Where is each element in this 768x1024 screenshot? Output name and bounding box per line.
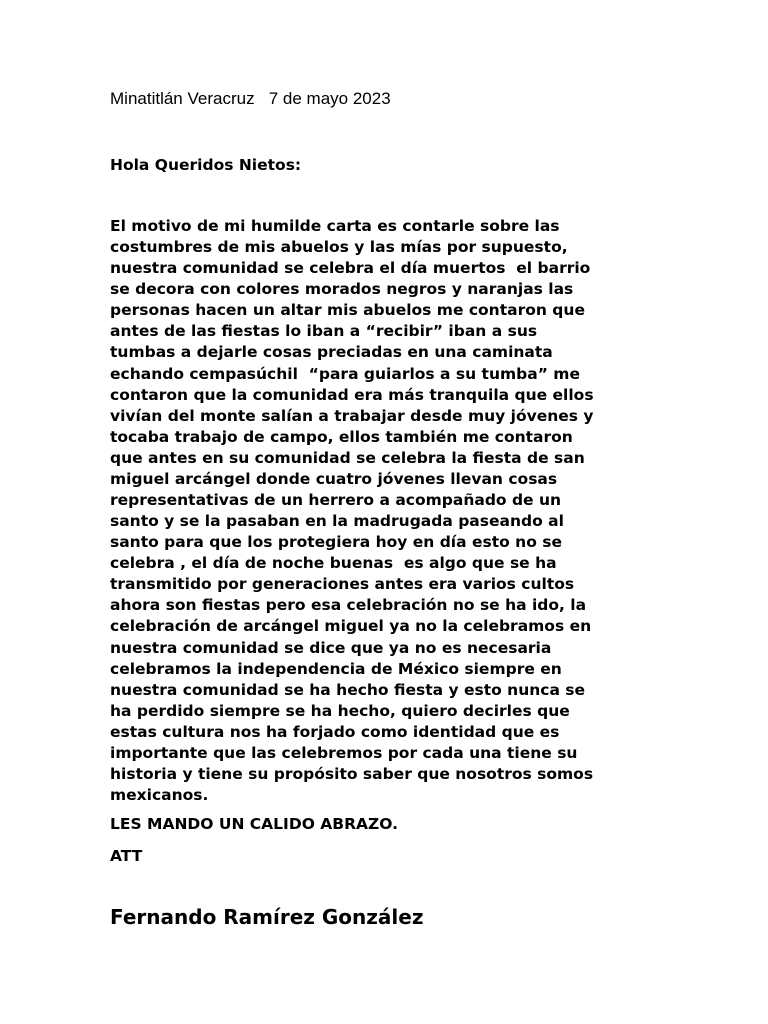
body-line: estas cultura nos ha forjado como identidad que es (110, 722, 560, 741)
body-line: miguel arcángel donde cuatro jóvenes llevan cosas (110, 469, 558, 488)
place-date: Minatitlán Veracruz 7 de mayo 2023 (110, 89, 391, 108)
body-line: santo para que los protegiera hoy en día esto no se (110, 533, 562, 552)
body-line: nuestra comunidad se ha hecho fiesta y esto nunca se (110, 680, 586, 699)
body-line: se decora con colores morados negros y naranjas las (110, 280, 574, 299)
body-line: transmitido por generaciones antes era varios cultos (110, 575, 575, 594)
body-line: contaron que la comunidad era más tranquila que ellos (110, 385, 594, 404)
body-line: que antes en su comunidad se celebra la fiesta de san (110, 448, 585, 467)
greeting: Hola Queridos Nietos: (110, 156, 302, 174)
body-line: santo y se la pasaban en la madrugada paseando al (110, 512, 564, 531)
body-line: ha perdido siempre se ha hecho, quiero decirles que (110, 701, 570, 720)
body-line: tocaba trabajo de campo, ellos también me contaron (110, 427, 573, 446)
body-line: echando cempasúchil “para guiarlos a su tumba” me (110, 364, 580, 383)
body-line: nuestra comunidad se dice que ya no es necesaria (110, 638, 552, 657)
body-line: vivían del monte salían a trabajar desde muy jóvenes y (110, 406, 594, 425)
body-line: El motivo de mi humilde carta es contarle sobre las (110, 217, 560, 235)
body-line: celebramos la independencia de México siempre en (110, 659, 562, 678)
body-line: celebra , el día de noche buenas es algo que se ha (110, 554, 557, 573)
body-line: ahora son fiestas pero esa celebración no se ha ido, la (110, 596, 587, 615)
body-line: celebración de arcángel miguel ya no la celebramos en (110, 617, 592, 636)
signature-name: Fernando Ramírez González (110, 905, 424, 929)
body-line: tumbas a dejarle cosas preciadas en una caminata (110, 343, 553, 362)
att-label: ATT (110, 847, 143, 865)
body-line: costumbres de mis abuelos y las mías por supuesto, (110, 238, 568, 257)
body-line: importante que las celebremos por cada una tiene su (110, 743, 578, 762)
letter-body (110, 216, 670, 806)
body-line: antes de las fiestas lo iban a “recibir” iban a sus (110, 322, 538, 341)
body-line: historia y tiene su propósito saber que nosotros somos (110, 765, 594, 784)
body-line: nuestra comunidad se celebra el día muertos el barrio (110, 259, 591, 278)
body-line: personas hacen un altar mis abuelos me contaron que (110, 301, 585, 320)
body-line: mexicanos. (110, 786, 209, 805)
body-line: representativas de un herrero a acompañado de un (110, 491, 562, 510)
closing-line: LES MANDO UN CALIDO ABRAZO. (110, 815, 398, 833)
